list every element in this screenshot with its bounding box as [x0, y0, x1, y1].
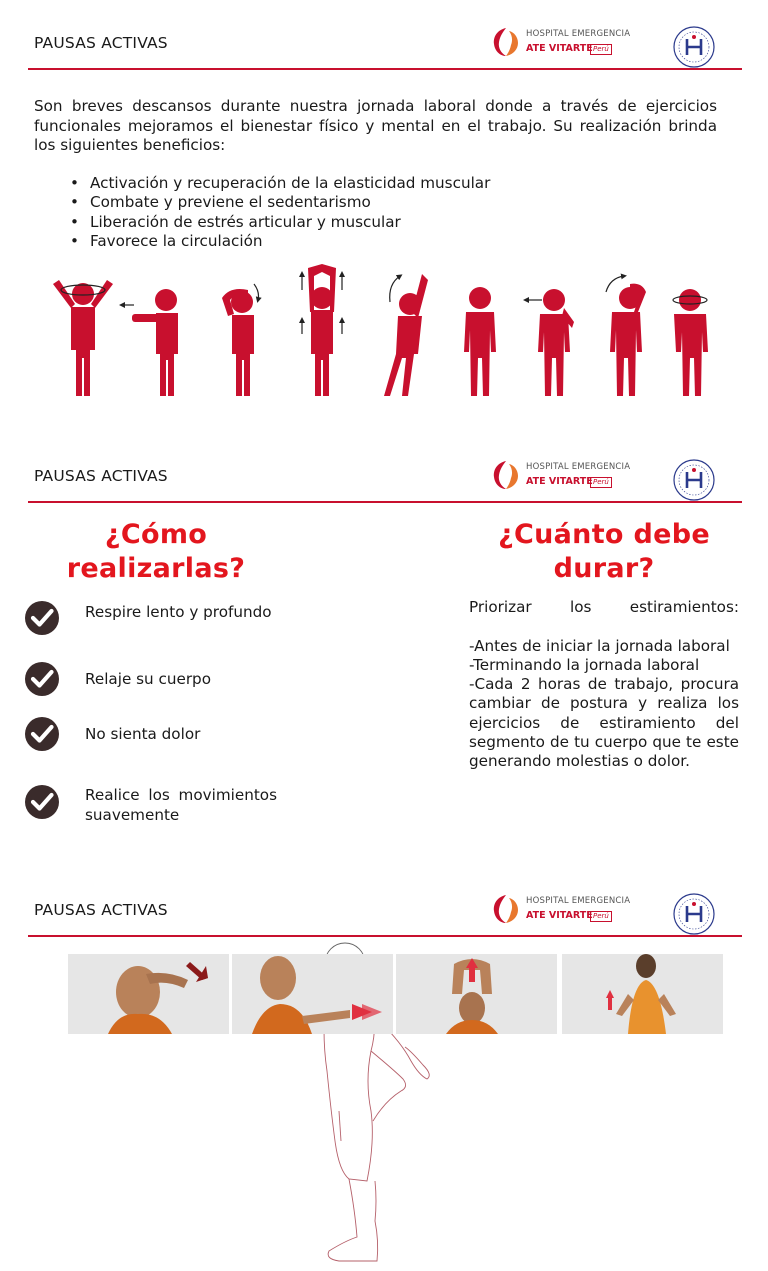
list-item	[24, 716, 284, 756]
head-tilt-figure	[606, 276, 646, 396]
page-1	[0, 0, 768, 430]
how-title: ¿Cómo realizarlas?	[66, 519, 246, 584]
check-icon	[24, 716, 60, 752]
duration-title: ¿Cuánto debe durar?	[498, 519, 710, 584]
how-item-text: No sienta dolor	[85, 725, 201, 743]
header-divider	[28, 501, 742, 503]
benefits-list	[70, 174, 490, 251]
logo-line-2: ATE VITARTE	[526, 910, 593, 921]
list-item: • Favorece la circulación	[70, 232, 490, 251]
how-item-text: Relaje su cuerpo	[85, 670, 211, 688]
intro-paragraph: Son breves descansos durante nuestra jornada laboral donde a través de ejercicios funcionales mejoramos el bienestar físico y mental en el trabajo. Su realización brinda los siguientes beneficios:	[34, 97, 717, 154]
duration-line: -Antes de iniciar la jornada laboral	[469, 636, 730, 655]
hospital-logo-icon	[491, 459, 521, 491]
header-title: PAUSAS ACTIVAS	[34, 34, 168, 52]
logo-badge: Perú	[590, 911, 612, 922]
arms-up-figure	[302, 264, 342, 396]
neck-stretch-photo	[68, 954, 229, 1034]
seal-icon	[672, 892, 716, 936]
arm-stretch-photo	[232, 954, 393, 1034]
duration-line: -Terminando la jornada laboral	[469, 655, 700, 674]
header-divider	[28, 935, 742, 937]
how-item-text: Respire lento y profundo	[85, 603, 272, 621]
page-header	[0, 0, 768, 72]
standing-figure	[464, 287, 496, 396]
seal-icon	[672, 25, 716, 69]
header-divider	[28, 68, 742, 70]
hospital-logo-icon	[491, 26, 521, 58]
duration-line: Priorizar los estiramientos:	[469, 598, 739, 616]
logo-badge: Perú	[590, 44, 612, 55]
list-item: • Combate y previene el sedentarismo	[70, 193, 490, 212]
list-item	[24, 784, 284, 848]
check-icon	[24, 661, 60, 697]
hospital-logo	[491, 26, 631, 62]
header-title: PAUSAS ACTIVAS	[34, 467, 168, 485]
how-item-text: Realice los movimientos suavemente	[85, 786, 277, 824]
exercise-figures	[38, 262, 728, 402]
list-item: • Liberación de estrés articular y muscular	[70, 213, 490, 232]
seal-icon	[672, 458, 716, 502]
arm-stretch-figure	[122, 289, 178, 396]
side-bend-figure	[384, 274, 428, 396]
list-item	[24, 600, 284, 644]
logo-line-1: HOSPITAL EMERGENCIA	[526, 462, 631, 472]
logo-line-1: HOSPITAL EMERGENCIA	[526, 29, 631, 39]
overhead-stretch-photo	[396, 954, 557, 1034]
page-header	[0, 867, 768, 939]
list-item	[24, 661, 284, 701]
hospital-logo-icon	[491, 893, 521, 925]
head-circle-figure	[673, 289, 708, 396]
back-stretch-photo	[562, 954, 723, 1034]
check-icon	[24, 600, 60, 636]
list-item: • Activación y recuperación de la elasticidad muscular	[70, 174, 490, 193]
logo-line-2: ATE VITARTE	[526, 43, 593, 54]
head-turn-figure	[526, 289, 574, 396]
page-header	[0, 433, 768, 505]
header-title: PAUSAS ACTIVAS	[34, 901, 168, 919]
logo-line-2: ATE VITARTE	[526, 476, 593, 487]
logo-badge: Perú	[590, 477, 612, 488]
hospital-logo	[491, 459, 631, 495]
logo-line-1: HOSPITAL EMERGENCIA	[526, 896, 631, 906]
hospital-logo	[491, 893, 631, 929]
duration-text	[469, 598, 739, 772]
duration-line: -Cada 2 horas de trabajo, procura cambiar de postura y realiza los ejercicios de estiramiento del segmento de tu cuerpo que te este generando molestias o dolor.	[469, 675, 739, 771]
neck-rotation-figure	[53, 280, 113, 396]
check-icon	[24, 784, 60, 820]
neck-side-figure	[222, 284, 259, 396]
page-2	[0, 433, 768, 873]
